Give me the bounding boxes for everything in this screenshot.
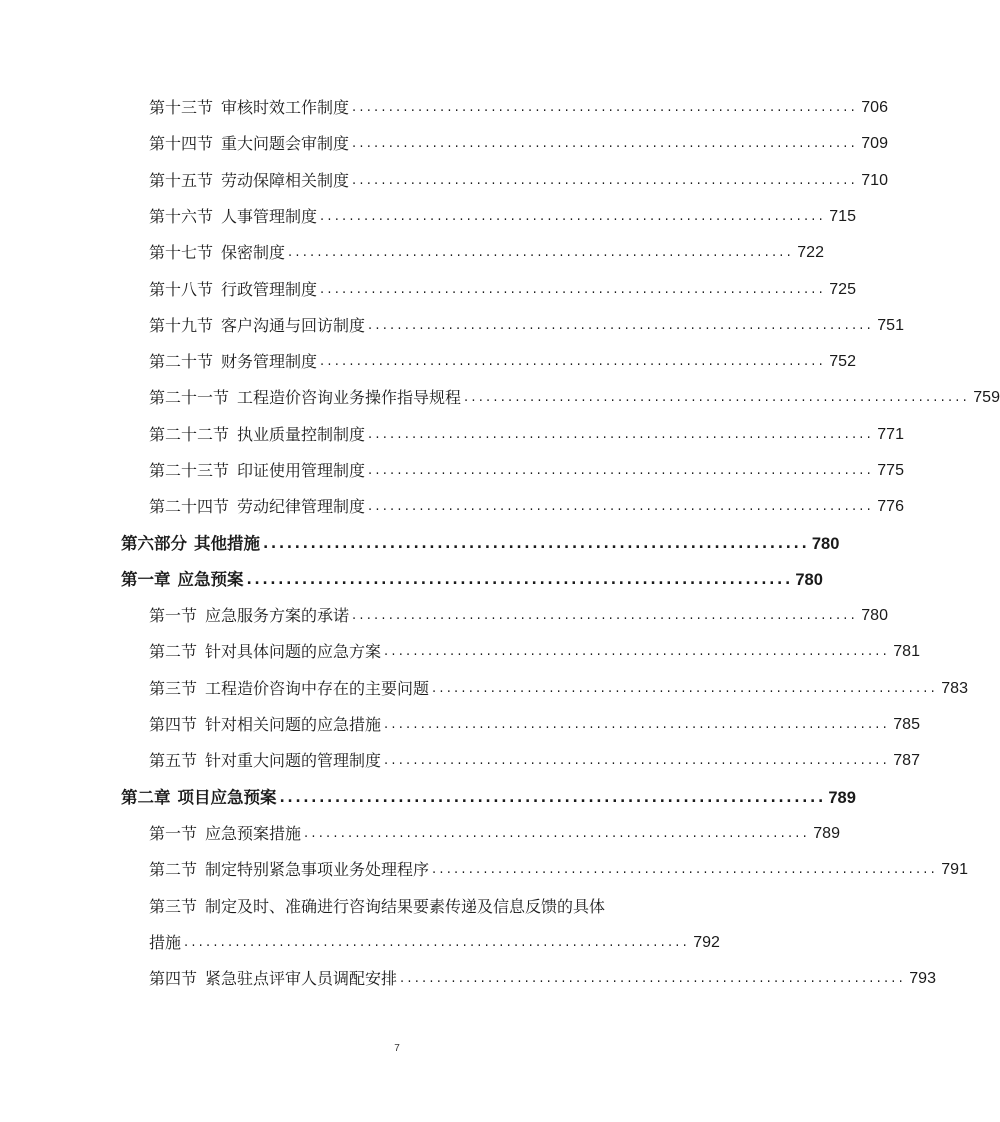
toc-section-number: 第四节 xyxy=(149,715,198,734)
toc-entry-wrapped-first-line[interactable] xyxy=(149,894,674,920)
toc-page-number: 751 xyxy=(877,317,904,334)
toc-leader-dots: ..................................................................... xyxy=(320,282,826,297)
toc-leader-dots: ..................................................................... xyxy=(384,717,890,732)
toc-section-number: 第二十三节 xyxy=(149,461,230,480)
toc-page-number: 710 xyxy=(861,172,888,189)
toc-section-number: 第二十节 xyxy=(149,352,214,371)
toc-entry-wrapped-continuation[interactable] xyxy=(149,931,720,955)
toc-entry[interactable] xyxy=(149,278,856,302)
toc-leader-dots: ..................................................................... xyxy=(432,681,938,696)
toc-page-number: 725 xyxy=(829,281,856,298)
toc-leader-dots: ..................................................................... xyxy=(368,427,874,442)
toc-page-number: 793 xyxy=(909,970,936,987)
toc-entry-title: 行政管理制度 xyxy=(221,280,318,299)
toc-entry-title: 客户沟通与回访制度 xyxy=(221,316,366,335)
toc-page-number: 791 xyxy=(941,861,968,878)
toc-entry[interactable] xyxy=(149,822,840,846)
toc-entry-title: 应急预案措施 xyxy=(205,824,302,843)
toc-leader-dots: ..................................................................... xyxy=(400,971,906,986)
toc-page-number: 787 xyxy=(893,752,920,769)
toc-entry-title: 审核时效工作制度 xyxy=(221,98,350,117)
toc-page-number: 759 xyxy=(973,389,1000,406)
toc-leader-dots: ..................................................................... xyxy=(184,935,690,950)
toc-entry-title: 针对相关问题的应急措施 xyxy=(205,715,382,734)
toc-entry[interactable] xyxy=(149,132,888,156)
toc-entry-title: 项目应急预案 xyxy=(177,788,277,807)
toc-entry[interactable] xyxy=(149,749,920,773)
toc-entry[interactable] xyxy=(149,96,888,120)
toc-page-number: 785 xyxy=(893,716,920,733)
toc-leader-dots: ..................................................................... xyxy=(320,354,826,369)
toc-leader-dots: ..................................................................... xyxy=(352,100,858,115)
toc-section-number: 第一节 xyxy=(149,606,198,625)
toc-leader-dots: ..................................................................... xyxy=(384,644,890,659)
toc-entry-title: 保密制度 xyxy=(221,243,286,262)
toc-entry[interactable] xyxy=(149,169,888,193)
toc-entry[interactable] xyxy=(149,967,936,991)
toc-section-number: 第十九节 xyxy=(149,316,214,335)
toc-section-number: 第二十一节 xyxy=(149,388,230,407)
toc-page-number: 775 xyxy=(877,462,904,479)
toc-leader-dots: ..................................................................... xyxy=(288,245,794,260)
toc-entry[interactable] xyxy=(149,423,904,447)
toc-section-number: 第十六节 xyxy=(149,207,214,226)
toc-entry-title: 针对具体问题的应急方案 xyxy=(205,642,382,661)
toc-entry-title: 工程造价咨询中存在的主要问题 xyxy=(205,679,430,698)
toc-section-number: 第二十二节 xyxy=(149,425,230,444)
toc-page-number: 771 xyxy=(877,426,904,443)
toc-entry[interactable] xyxy=(149,495,904,519)
toc-leader-dots: ..................................................................... xyxy=(263,536,810,552)
toc-entry-title: 劳动纪律管理制度 xyxy=(237,497,366,516)
toc-page-number: 781 xyxy=(893,643,920,660)
toc-page-number: 780 xyxy=(861,607,888,624)
toc-leader-dots: ..................................................................... xyxy=(352,608,858,623)
toc-section-number: 第五节 xyxy=(149,751,198,770)
toc-entry[interactable] xyxy=(149,677,968,701)
toc-page-number: 752 xyxy=(829,353,856,370)
toc-entry[interactable] xyxy=(149,604,888,628)
toc-leader-dots: ..................................................................... xyxy=(368,499,874,514)
toc-page-number: 783 xyxy=(941,680,968,697)
toc-leader-dots: ..................................................................... xyxy=(464,390,970,405)
toc-entry-title: 执业质量控制制度 xyxy=(237,425,366,444)
toc-entry-title: 重大问题会审制度 xyxy=(221,134,350,153)
toc-leader-dots: ..................................................................... xyxy=(320,209,826,224)
toc-entry[interactable] xyxy=(149,386,1000,410)
toc-entry-title: 措施 xyxy=(149,933,182,952)
toc-entry-title: 工程造价咨询业务操作指导规程 xyxy=(237,388,462,407)
toc-chapter-number: 第一章 xyxy=(121,570,171,589)
toc-chapter-heading[interactable] xyxy=(121,568,823,592)
toc-entry-title: 其他措施 xyxy=(194,534,260,553)
toc-entry-title: 应急服务方案的承诺 xyxy=(205,606,350,625)
toc-entry-title: 财务管理制度 xyxy=(221,352,318,371)
toc-section-number: 第十五节 xyxy=(149,171,214,190)
toc-page-number: 780 xyxy=(811,535,840,553)
toc-page-number: 776 xyxy=(877,498,904,515)
toc-section-number: 第十八节 xyxy=(149,280,214,299)
toc-page-number: 715 xyxy=(829,208,856,225)
toc-page-number: 706 xyxy=(861,99,888,116)
toc-entry[interactable] xyxy=(149,640,920,664)
toc-entry-title: 劳动保障相关制度 xyxy=(221,171,350,190)
toc-section-number: 第一节 xyxy=(149,824,198,843)
toc-page-number: 789 xyxy=(828,789,856,807)
toc-entry-title: 紧急驻点评审人员调配安排 xyxy=(205,969,398,988)
toc-section-number: 第十四节 xyxy=(149,134,214,153)
toc-leader-dots: ..................................................................... xyxy=(352,136,858,151)
toc-section-number: 第二节 xyxy=(149,642,198,661)
toc-entry[interactable] xyxy=(149,459,904,483)
toc-section-number: 第三节 xyxy=(149,897,198,916)
toc-page-number: 792 xyxy=(693,934,720,951)
toc-page-number: 709 xyxy=(861,135,888,152)
toc-section-number: 第二十四节 xyxy=(149,497,230,516)
toc-part-heading[interactable] xyxy=(121,532,840,556)
toc-entry[interactable] xyxy=(149,205,856,229)
toc-entry[interactable] xyxy=(149,314,904,338)
toc-leader-dots: ..................................................................... xyxy=(279,790,826,806)
toc-chapter-heading[interactable] xyxy=(121,786,856,810)
toc-entry[interactable] xyxy=(149,350,856,374)
toc-page-number: 789 xyxy=(813,825,840,842)
toc-entry-title: 人事管理制度 xyxy=(221,207,318,226)
toc-entry-title: 针对重大问题的管理制度 xyxy=(205,751,382,770)
page-number-footer: 7 xyxy=(394,1043,400,1054)
toc-section-number: 第二节 xyxy=(149,860,198,879)
toc-part-number: 第六部分 xyxy=(121,534,187,553)
toc-section-number: 第十三节 xyxy=(149,98,214,117)
toc-page-number: 780 xyxy=(795,571,823,589)
toc-entry[interactable] xyxy=(149,241,824,265)
toc-chapter-number: 第二章 xyxy=(121,788,171,807)
toc-leader-dots: ..................................................................... xyxy=(368,318,874,333)
toc-page-number: 722 xyxy=(797,244,824,261)
toc-entry-title: 制定特别紧急事项业务处理程序 xyxy=(205,860,430,879)
toc-entry-title: 应急预案 xyxy=(177,570,244,589)
toc-section-number: 第四节 xyxy=(149,969,198,988)
toc-section-number: 第十七节 xyxy=(149,243,214,262)
toc-leader-dots: ..................................................................... xyxy=(304,826,810,841)
toc-entry-title: 制定及时、准确进行咨询结果要素传递及信息反馈的具体 xyxy=(205,897,606,916)
toc-leader-dots: ..................................................................... xyxy=(368,463,874,478)
toc-leader-dots: ..................................................................... xyxy=(246,572,793,588)
toc-entry[interactable] xyxy=(149,858,968,882)
toc-section-number: 第三节 xyxy=(149,679,198,698)
toc-leader-dots: ..................................................................... xyxy=(352,173,858,188)
toc-entry-title: 印证使用管理制度 xyxy=(237,461,366,480)
toc-leader-dots: ..................................................................... xyxy=(432,862,938,877)
toc-leader-dots: ..................................................................... xyxy=(384,753,890,768)
toc-entry[interactable] xyxy=(149,713,920,737)
